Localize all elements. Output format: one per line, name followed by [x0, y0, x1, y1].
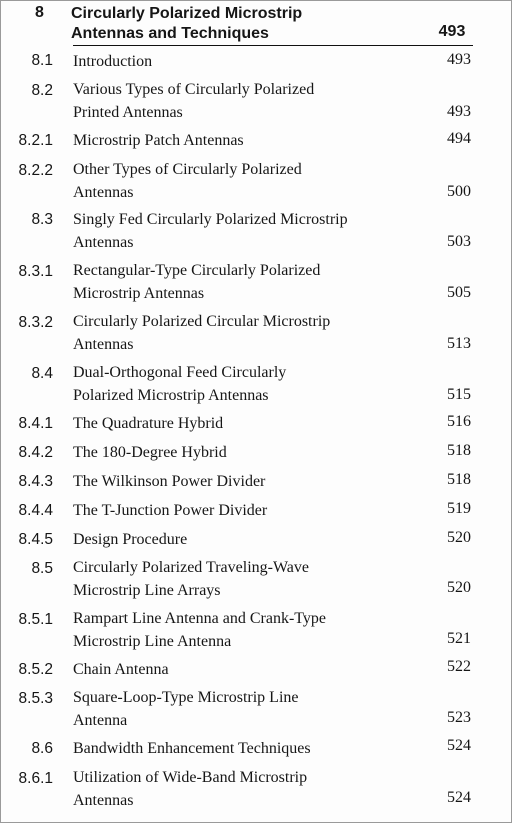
section-number: 8.3 [31, 211, 53, 228]
section-title: Singly Fed Circularly Polarized Microstrip Antennas [73, 211, 348, 251]
section-page: 520 [447, 579, 471, 596]
section-title: Rectangular-Type Circularly Polarized Microstrip Antennas [73, 262, 321, 302]
section-title: Utilization of Wide-Band Microstrip Antennas [73, 769, 308, 809]
section-page: 524 [447, 789, 471, 806]
section-title: Chain Antenna [73, 661, 169, 678]
section-title: Other Types of Circularly Polarized Antennas [73, 161, 302, 201]
section-number: 8.6.1 [18, 770, 53, 787]
section-page: 520 [447, 529, 471, 546]
section-title: Microstrip Patch Antennas [73, 132, 244, 149]
section-number: 8.3.2 [18, 314, 53, 331]
section-page: 503 [447, 233, 471, 250]
section-number: 8.4.5 [18, 531, 53, 548]
section-page: 523 [447, 709, 471, 726]
chapter-number: 8 [35, 4, 44, 21]
section-number: 8.4 [31, 365, 53, 382]
section-page: 518 [447, 442, 471, 459]
chapter-heading [1, 1, 513, 45]
chapter-page-number: 493 [438, 23, 466, 40]
section-title: Introduction [73, 53, 153, 70]
section-title: Bandwidth Enhancement Techniques [73, 740, 311, 757]
section-number: 8.5.2 [18, 661, 53, 678]
section-number: 8.3.1 [18, 263, 53, 280]
section-title: The 180-Degree Hybrid [73, 444, 227, 461]
section-title: The T-Junction Power Divider [73, 502, 268, 519]
section-page: 500 [447, 183, 471, 200]
section-page: 516 [447, 413, 471, 430]
section-title: Circularly Polarized Traveling-Wave Microstrip Line Arrays [73, 559, 309, 599]
section-number: 8.6 [31, 740, 53, 757]
section-title: Rampart Line Antenna and Crank-Type Microstrip Line Antenna [73, 610, 327, 650]
section-number: 8.4.4 [18, 502, 53, 519]
section-number: 8.2.2 [18, 162, 53, 179]
section-number: 8.5.3 [18, 690, 53, 707]
section-title: Circularly Polarized Circular Microstrip Antennas [73, 313, 331, 353]
section-number: 8.1 [31, 52, 53, 69]
section-page: 493 [447, 103, 471, 120]
section-page: 524 [447, 737, 471, 754]
section-number: 8.2 [31, 82, 53, 99]
section-number: 8.2.1 [18, 132, 53, 149]
section-title: Various Types of Circularly Polarized Printed Antennas [73, 81, 315, 121]
chapter-title: Circularly Polarized Microstrip Antennas and Techniques [71, 5, 303, 42]
section-title: Design Procedure [73, 531, 188, 548]
section-title: Dual-Orthogonal Feed Circularly Polarized Microstrip Antennas [73, 364, 287, 404]
section-number: 8.5 [31, 560, 53, 577]
section-number: 8.4.1 [18, 415, 53, 432]
chapter-rule [73, 45, 473, 46]
section-number: 8.4.3 [18, 473, 53, 490]
section-title: Square-Loop-Type Microstrip Line Antenna [73, 689, 299, 729]
section-number: 8.5.1 [18, 611, 53, 628]
section-page: 518 [447, 471, 471, 488]
section-number: 8.4.2 [18, 444, 53, 461]
section-page: 505 [447, 284, 471, 301]
section-page: 494 [447, 130, 471, 147]
section-page: 515 [447, 386, 471, 403]
section-page: 493 [447, 51, 471, 68]
section-page: 513 [447, 335, 471, 352]
section-page: 521 [447, 630, 471, 647]
section-page: 519 [447, 500, 471, 517]
section-title: The Quadrature Hybrid [73, 415, 224, 432]
section-title: The Wilkinson Power Divider [73, 473, 266, 490]
section-page: 522 [447, 658, 471, 675]
